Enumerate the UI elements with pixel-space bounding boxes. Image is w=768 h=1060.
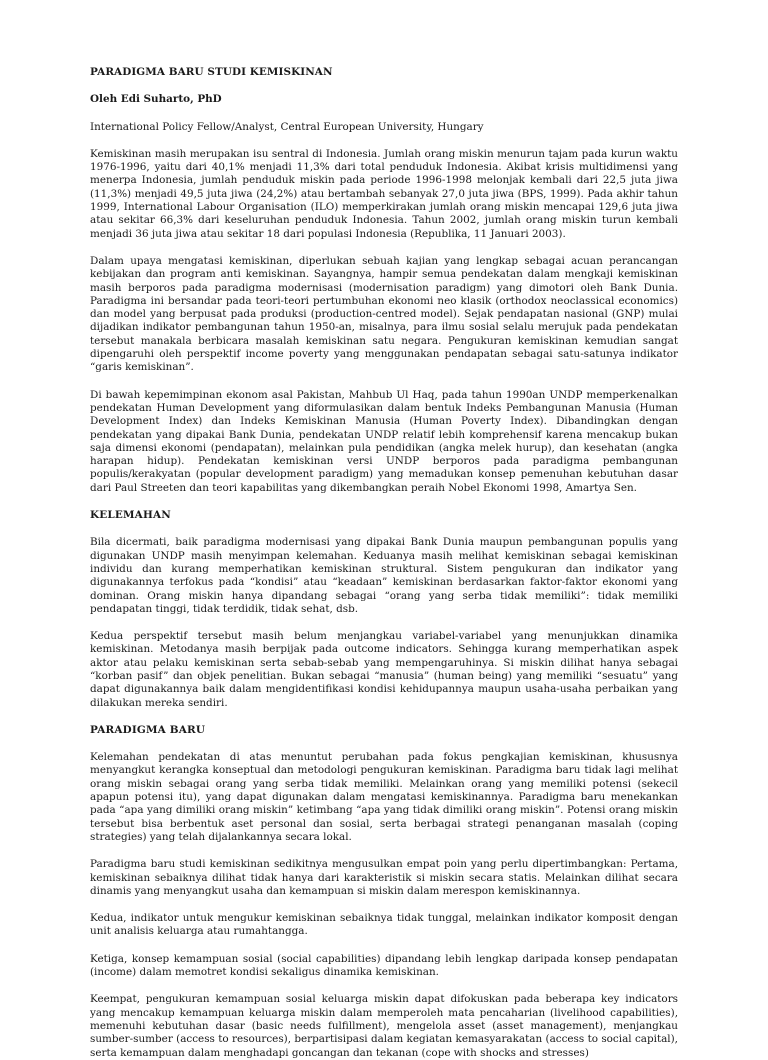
document-page bbox=[90, 66, 678, 1060]
section-heading-kelemahan: KELEMAHAN bbox=[90, 509, 171, 522]
document-title: PARADIGMA BARU STUDI KEMISKINAN bbox=[90, 66, 333, 78]
paradigma-paragraph: Ketiga, konsep kemampuan sosial (social capabilities) dipandang lebih lengkap daripada konsep pendapatan (income) dalam memotret kondisi sekaligus dinamika kemiskinan. bbox=[90, 952, 678, 979]
intro-paragraph: Di bawah kepemimpinan ekonom asal Pakistan, Mahbub Ul Haq, pada tahun 1990an UNDP memperkenalkan pendekatan Human Development yang diformulasikan dalam bentuk Indeks Pembangunan Manusia (Human Development Index) dan Indeks Kemiskinan Manusia (Human Poverty Index). Dibandingkan dengan pendekatan yang dipakai Bank Dunia, pendekatan UNDP relatif lebih komprehensif karena mencakup bukan saja dimensi ekonomi (pendapatan), melainkan pula pendidikan (angka melek hurup), dan kesehatan (angka harapan hidup). Pendekatan kemiskinan versi UNDP berporos pada paradigma pembangunan populis/kerakyatan (popular development paradigm) yang memadukan konsep pemenuhan kebutuhan dasar dari Paul Streeten dan teori kapabilitas yang dikembangkan peraih Nobel Ekonomi 1998, Amartya Sen. bbox=[90, 388, 678, 494]
paradigma-paragraph: Keempat, pengukuran kemampuan sosial keluarga miskin dapat difokuskan pada beberapa key indicators yang mencakup kemampuan keluarga miskin dalam memperoleh mata pencaharian (livelihood capabilities), memenuhi kebutuhan dasar (basic needs fulfillment), mengelola asset (asset management), menjangkau sumber-sumber (access to resources), berpartisipasi dalam kegiatan kemasyarakatan (access to social capital), serta kemampuan dalam menghadapi goncangan dan tekanan (cope with shocks and stresses) bbox=[90, 993, 678, 1059]
paradigma-paragraph: Kedua, indikator untuk mengukur kemiskinan sebaiknya tidak tunggal, melainkan indikator komposit dengan unit analisis keluarga atau rumahtangga. bbox=[90, 912, 678, 938]
kelemahan-paragraph: Bila dicermati, baik paradigma modernisasi yang dipakai Bank Dunia maupun pembangunan populis yang digunakan UNDP masih menyimpan kelemahan. Keduanya masih melihat kemiskinan sebagai kemiskinan individu dan kurang memperhatikan kemiskinan struktural. Sistem pengukuran dan indikator yang digunakannya terfokus pada “kondisi” atau “keadaan” kemiskinan berdasarkan faktor-faktor ekonomi yang dominan. Orang miskin hanya dipandang sebagai “orang yang serba tidak memiliki”: tidak memiliki pendapatan tinggi, tidak terdidik, tidak sehat, dsb. bbox=[90, 536, 678, 615]
author-line: Oleh Edi Suharto, PhD bbox=[90, 93, 222, 106]
intro-paragraph: Kemiskinan masih merupakan isu sentral di Indonesia. Jumlah orang miskin menurun tajam pada kurun waktu 1976-1996, yaitu dari 40,1% menjadi 11,3% dari total penduduk Indonesia. Akibat krisis multidimensi yang menerpa Indonesia, jumlah penduduk miskin pada periode 1996-1998 melonjak kembali dari 22,5 juta jiwa (11,3%) menjadi 49,5 juta jiwa (24,2%) atau bertambah sebanyak 27,0 juta jiwa (BPS, 1999). Pada akhir tahun 1999, International Labour Organisation (ILO) memperkirakan jumlah orang miskin mencapai 129,6 juta jiwa atau sekitar 66,3% dari keseluruhan penduduk Indonesia. Tahun 2002, jumlah orang miskin turun kembali menjadi 36 juta jiwa atau sekitar 18 dari populasi Indonesia (Republika, 11 Januari 2003). bbox=[90, 147, 678, 240]
section-heading-paradigma-baru: PARADIGMA BARU bbox=[90, 723, 206, 736]
intro-paragraph: Dalam upaya mengatasi kemiskinan, diperlukan sebuah kajian yang lengkap sebagai acuan perancangan kebijakan dan program anti kemiskinan. Sayangnya, hampir semua pendekatan dalam mengkaji kemiskinan masih berporos pada paradigma modernisasi (modernisation paradigm) yang dimotori oleh Bank Dunia. Paradigma ini bersandar pada teori-teori pertumbuhan ekonomi neo klasik (orthodox neoclassical economics) dan model yang berpusat pada produksi (production-centred model). Sejak pendapatan nasional (GNP) mulai dijadikan indikator pembangunan tahun 1950-an, misalnya, para ilmu sosial selalu merujuk pada pendekatan tersebut manakala berbicara masalah kemiskinan satu negara. Pengukuran kemiskinan kemudian sangat dipengaruhi oleh perspektif income poverty yang menggunakan pendapatan sebagai satu-satunya indikator “garis kemiskinan”. bbox=[90, 254, 678, 374]
paradigma-paragraph: Kelemahan pendekatan di atas menuntut perubahan pada fokus pengkajian kemiskinan, khususnya menyangkut kerangka konseptual dan metodologi pengukuran kemiskinan. Paradigma baru tidak lagi melihat orang miskin sebagai orang yang serba tidak memiliki. Melainkan orang yang memiliki potensi (sekecil apapun potensi itu), yang dapat digunakan dalam mengatasi kemiskinannya. Paradigma baru menekankan pada “apa yang dimiliki orang miskin” ketimbang “apa yang tidak dimiliki orang miskin”. Potensi orang miskin tersebut bisa berbentuk aset personal dan sosial, serta berbagai strategi penanganan masalah (coping strategies) yang telah dijalankannya secara lokal. bbox=[90, 751, 678, 843]
affiliation-line: International Policy Fellow/Analyst, Central European University, Hungary bbox=[90, 120, 484, 133]
paradigma-paragraph: Paradigma baru studi kemiskinan sedikitnya mengusulkan empat poin yang perlu dipertimbangkan: Pertama, kemiskinan sebaiknya dilihat tidak hanya dari karakteristik si miskin secara statis. Melainkan dilihat secara dinamis yang menyangkut usaha dan kemampuan si miskin dalam merespon kemiskinannya. bbox=[90, 858, 678, 897]
kelemahan-paragraph: Kedua perspektif tersebut masih belum menjangkau variabel-variabel yang menunjukkan dinamika kemiskinan. Metodanya masih berpijak pada outcome indicators. Sehingga kurang memperhatikan aspek aktor atau pelaku kemiskinan serta sebab-sebab yang mempengaruhinya. Si miskin dilihat hanya sebagai “korban pasif” dan objek penelitian. Bukan sebagai “manusia” (human being) yang memiliki “sesuatu” yang dapat digunakannya baik dalam mengidentifikasi kondisi kehidupannya maupun usaha-usaha perbaikan yang dilakukan mereka sendiri. bbox=[90, 630, 678, 709]
